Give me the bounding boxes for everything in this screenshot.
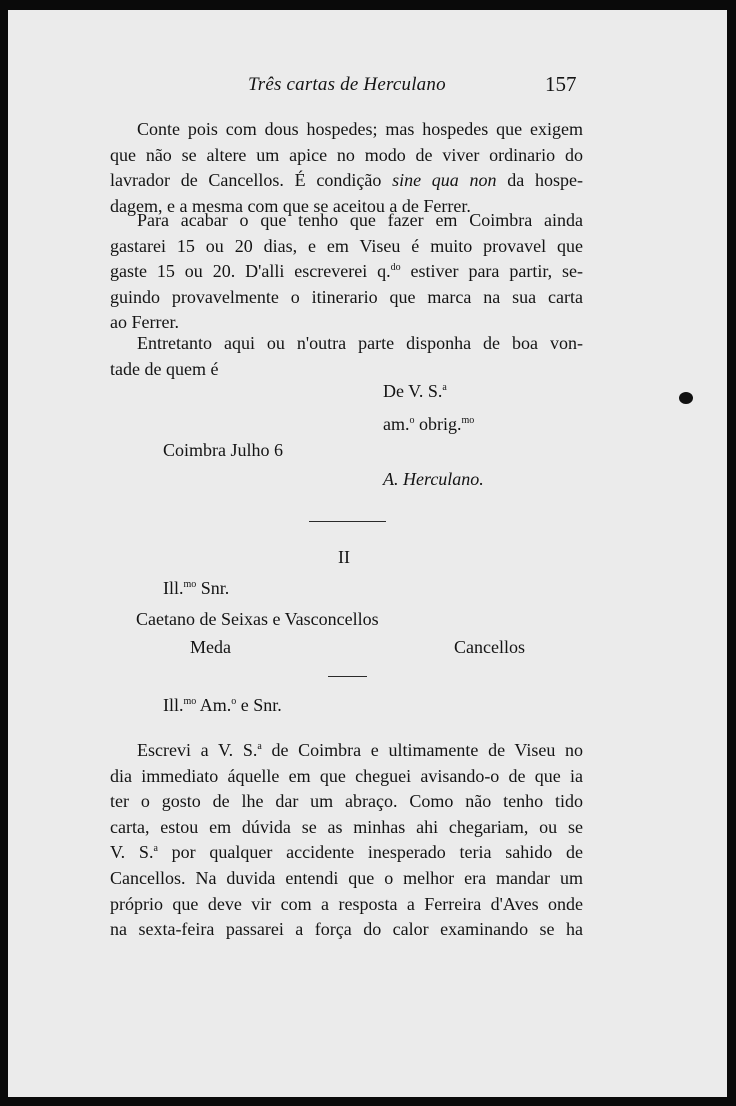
section-divider: [309, 521, 386, 522]
running-title: Três cartas de Herculano: [248, 74, 446, 95]
closing-am-obrig: am.$^o$ obrig.$^{mo}$: [383, 414, 475, 434]
addressee: Caetano de Seixas e Vasconcellos: [136, 609, 379, 629]
paragraph-1: [110, 117, 583, 219]
paragraph-3: [110, 331, 583, 382]
text-line: dia immediato áquelle em que cheguei avisando-o de que ia: [110, 765, 583, 786]
closing-de-vs: De V. S.$^a$: [383, 381, 447, 401]
text-line: Entretanto aqui ou n'outra parte disponha de boa von-: [137, 333, 583, 353]
text-line: Escrevi a V. S.$^a$ de Coimbra e ultimamente de Viseu no: [137, 740, 583, 760]
text-line: ter o gosto de lhe dar um abraço. Como não tenho tido: [110, 791, 583, 812]
text-line: Para acabar o que tenho que fazer em Coimbra ainda: [137, 210, 583, 230]
text-line: gaste 15 ou 20. D'alli escreverei q.$^{do}$ estiver para partir, se-: [110, 261, 583, 282]
short-divider: [328, 676, 367, 677]
text-line: Cancellos. Na duvida entendi que o melhor era mandar um: [110, 867, 583, 888]
text-line: lavrador de Cancellos. É condição sine qua non da hospe-: [110, 170, 583, 191]
ink-spot: [679, 392, 693, 404]
page-number: 157: [545, 72, 577, 96]
text-line: que não se altere um apice no modo de viver ordinario do: [110, 144, 583, 165]
salutation: Ill.$^{mo}$ Snr.: [163, 578, 230, 598]
signature: A. Herculano.: [383, 469, 484, 489]
text-line: tade de quem é: [110, 358, 219, 379]
text-line: ao Ferrer.: [110, 312, 179, 333]
place-date: Coimbra Julho 6: [163, 440, 283, 460]
text-line: próprio que deve vir com a resposta a Ferreira d'Aves onde: [110, 893, 583, 914]
paragraph-2: [110, 208, 583, 336]
text-line: carta, estou em dúvida se as minhas ahi chegariam, ou se: [110, 816, 583, 837]
letter2-body: [110, 738, 583, 943]
text-line: na sexta-feira passarei a força do calor examinando se ha: [110, 919, 583, 940]
place-left: Meda: [190, 637, 231, 657]
text-line: V. S.$^a$ por qualquer accidente inesperado teria sahido de: [110, 842, 583, 863]
letter-numeral: II: [338, 547, 350, 567]
text-line: gastarei 15 ou 20 dias, e em Viseu é muito provavel que: [110, 235, 583, 256]
place-right: Cancellos: [454, 637, 525, 657]
text-line: Conte pois com dous hospedes; mas hospedes que exigem: [137, 119, 583, 139]
greeting: Ill.$^{mo}$ Am.$^o$ e Snr.: [163, 695, 282, 715]
text-line: guindo provavelmente o itinerario que marca na sua carta: [110, 286, 583, 307]
text-line: dagem, e a mesma com que se aceitou a de Ferrer.: [110, 195, 471, 216]
